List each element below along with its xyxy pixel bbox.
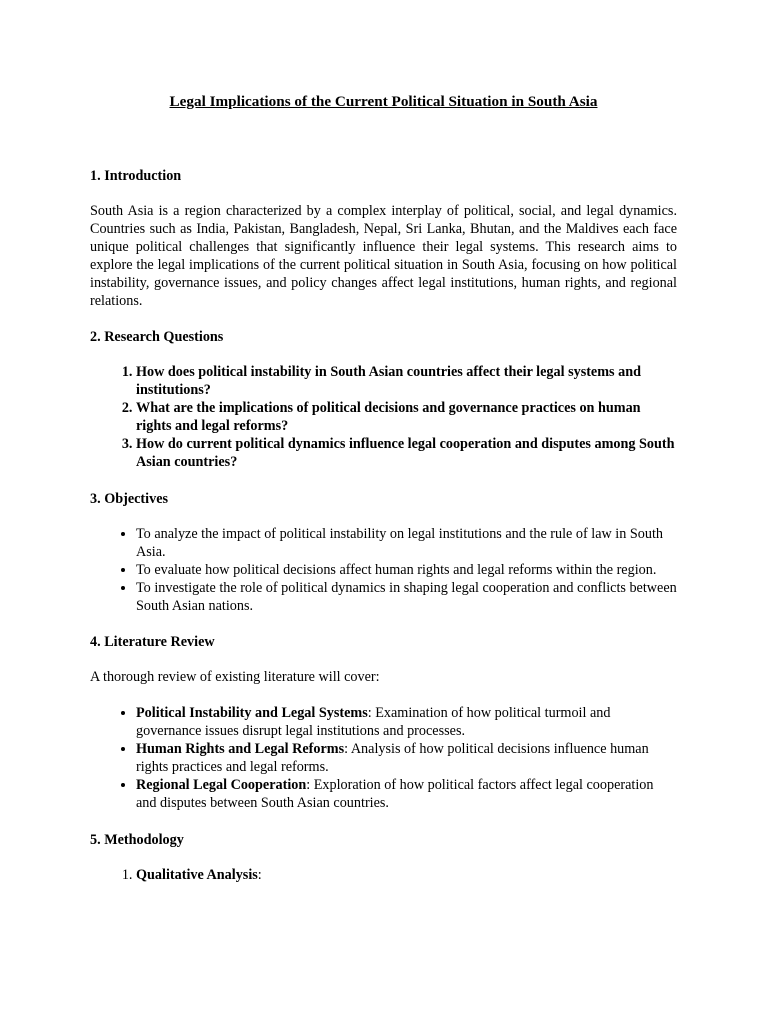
methodology-list [90,867,677,885]
methodology-text: : [257,866,262,883]
methodology-term: Qualitative Analysis [136,866,258,883]
literature-review-text: : Analysis of how political decisions influence human rights practices and legal reforms. [136,741,649,776]
literature-review-text: : Examination of how political turmoil and governance issues disrupt legal institutions and processes. [136,705,611,740]
heading-research-questions: 2. Research Questions [90,329,224,346]
literature-review-term: Regional Legal Cooperation [136,776,307,793]
document-body [90,92,677,885]
introduction-paragraph: South Asia is a region characterized by a complex interplay of political, social, and legal dynamics. Countries such as India, Pakistan, Bangladesh, Nepal, Sri Lanka, Bhutan, and the Maldives each face unique political challenges that significantly influence their legal systems. This research aims to explore the legal implications of the current political situation in South Asia, focusing on how political instability, governance issues, and policy changes affect legal institutions, human rights, and regional relations. [90,203,677,309]
objectives-list [90,526,677,616]
document-title: Legal Implications of the Current Political Situation in South Asia [169,93,598,110]
objective-item: • To investigate the role of political dynamics in shaping legal cooperation and conflicts between South Asian nations. [136,580,677,616]
heading-methodology: 5. Methodology [90,831,184,848]
heading-literature-review: 4. Literature Review [90,634,215,651]
objective-item: • To analyze the impact of political instability on legal institutions and the rule of law in South Asia. [136,526,677,562]
literature-review-text: : Exploration of how political factors affect legal cooperation and disputes between South Asian countries. [136,776,654,811]
literature-review-item [136,777,677,813]
objective-item: • To evaluate how political decisions affect human rights and legal reforms within the region. [136,562,677,580]
heading-introduction: 1. Introduction [90,168,182,184]
literature-review-term: Political Instability and Legal Systems [136,705,368,722]
heading-objectives: 3. Objectives [90,490,169,507]
literature-review-intro: A thorough review of existing literature will cover: [90,669,380,686]
literature-review-term: Human Rights and Legal Reforms [136,741,345,758]
research-question-item: 1. How does political instability in South Asian countries affect their legal systems and institutions? [136,364,677,400]
methodology-item [136,867,677,885]
research-question-item: 2. What are the implications of political decisions and governance practices on human rights and legal reforms? [136,400,677,436]
literature-review-item [136,741,677,777]
research-questions-list [90,364,677,471]
literature-review-list [90,705,677,812]
research-question-item: 3. How do current political dynamics influence legal cooperation and disputes among South Asian countries? [136,436,677,472]
literature-review-item [136,705,677,741]
